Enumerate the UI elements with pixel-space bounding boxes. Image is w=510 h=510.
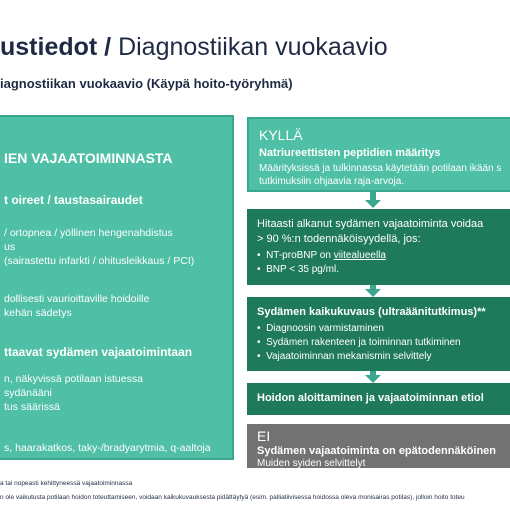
echocardiography-bullet: • Vajaatoiminnan mekanismin selvittely <box>257 351 432 362</box>
panel-line: / ortopnea / yöllinen hengenahdistus <box>4 227 173 239</box>
panel-line: us <box>4 241 16 253</box>
other-causes-desc: Muiden syiden selvittelyt <box>257 458 366 468</box>
flow-arrow-head <box>365 289 381 297</box>
panel-section-findings: ttaavat sydämen vajaatoimintaan <box>4 345 193 359</box>
echocardiography-bullet: • Diagnoosin varmistaminen <box>257 323 384 334</box>
page-title-part2: Diagnostiikan vuokaavio <box>118 33 388 61</box>
slow-onset-line: > 90 %:n todennäköisyydellä, jos: <box>257 233 421 245</box>
bullet-text: Diagnoosin varmistaminen <box>266 323 384 334</box>
flow-arrow-head <box>365 200 381 208</box>
treatment-box <box>247 383 510 415</box>
panel-line: s, haarakatkos, taky-/bradyarytmia, q-aaltoja <box>4 442 211 454</box>
page-title-part1: ustiedot / <box>0 33 119 61</box>
no-heading: EI <box>257 428 271 444</box>
slow-onset-bullet: • BNP < 35 pg/ml. <box>257 264 339 275</box>
panel-line: tus säärissä <box>4 401 61 413</box>
echocardiography-title: Sydämen kaikukuvaus (ultraäänitutkimus)** <box>257 306 486 318</box>
reference-range-link[interactable]: viitealueella <box>333 250 386 261</box>
yes-box <box>247 117 510 192</box>
natriuretic-peptide-desc: tutkimuksiin ohjaavia raja-arvoja. <box>259 176 405 187</box>
panel-heading: IEN VAJAATOIMINNASTA <box>4 150 173 166</box>
slow-onset-box <box>247 209 510 285</box>
bullet-text: Sydämen rakenteen ja toiminnan tutkiminen <box>266 337 461 348</box>
bullet-text: BNP < 35 pg/ml. <box>266 264 339 275</box>
panel-section-symptoms: t oireet / taustasairaudet <box>4 193 143 207</box>
panel-line: n, näkyvissä potilaan istuessa <box>4 373 143 385</box>
bullet-text: Vajaatoiminnan mekanismin selvittely <box>266 351 432 362</box>
unlikely-title: Sydämen vajaatoiminta on epätodennäköinen <box>257 445 496 457</box>
page-subtitle: iagnostiikan vuokaavio (Käypä hoito-työryhmä) <box>0 76 293 91</box>
footnote: n ole vaikutusta potilaan hoidon toteuttamiseen, voidaan kaikukuvauksesta pidättäytyä (esim. palliatiivisessa hoidossa oleva monisairas potilas), jolloin hoito toteu <box>0 494 465 501</box>
echocardiography-bullet: • Sydämen rakenteen ja toiminnan tutkiminen <box>257 337 461 348</box>
echocardiography-box <box>247 297 510 371</box>
flow-arrow-head <box>365 375 381 383</box>
no-box <box>247 424 510 468</box>
clinical-info-panel <box>0 115 234 460</box>
page-title <box>0 33 388 62</box>
panel-line: (sairastettu infarkti / ohitusleikkaus / PCI) <box>4 255 195 267</box>
panel-line: dollisesti vaurioittaville hoidoille <box>4 293 150 305</box>
slow-onset-line: Hitaasti alkanut sydämen vajaatoiminta voidaa <box>257 218 484 230</box>
bullet-text: NT-proBNP on <box>266 250 334 261</box>
panel-line: sydänääni <box>4 387 52 399</box>
natriuretic-peptide-desc: Määrityksissä ja tulkinnassa käytetään potilaan ikään s <box>259 163 502 174</box>
footnote: a tai nopeasti kehittyneessä vajaatoiminnassa <box>0 480 133 487</box>
treatment-title: Hoidon aloittaminen ja vajaatoiminnan etiol <box>257 392 484 404</box>
slow-onset-bullet: • NT-proBNP on viitealueella <box>257 250 386 261</box>
yes-heading: KYLLÄ <box>259 127 303 143</box>
panel-line: kehän sädetys <box>4 307 72 319</box>
natriuretic-peptide-title: Natriureettisten peptidien määritys <box>259 147 441 159</box>
